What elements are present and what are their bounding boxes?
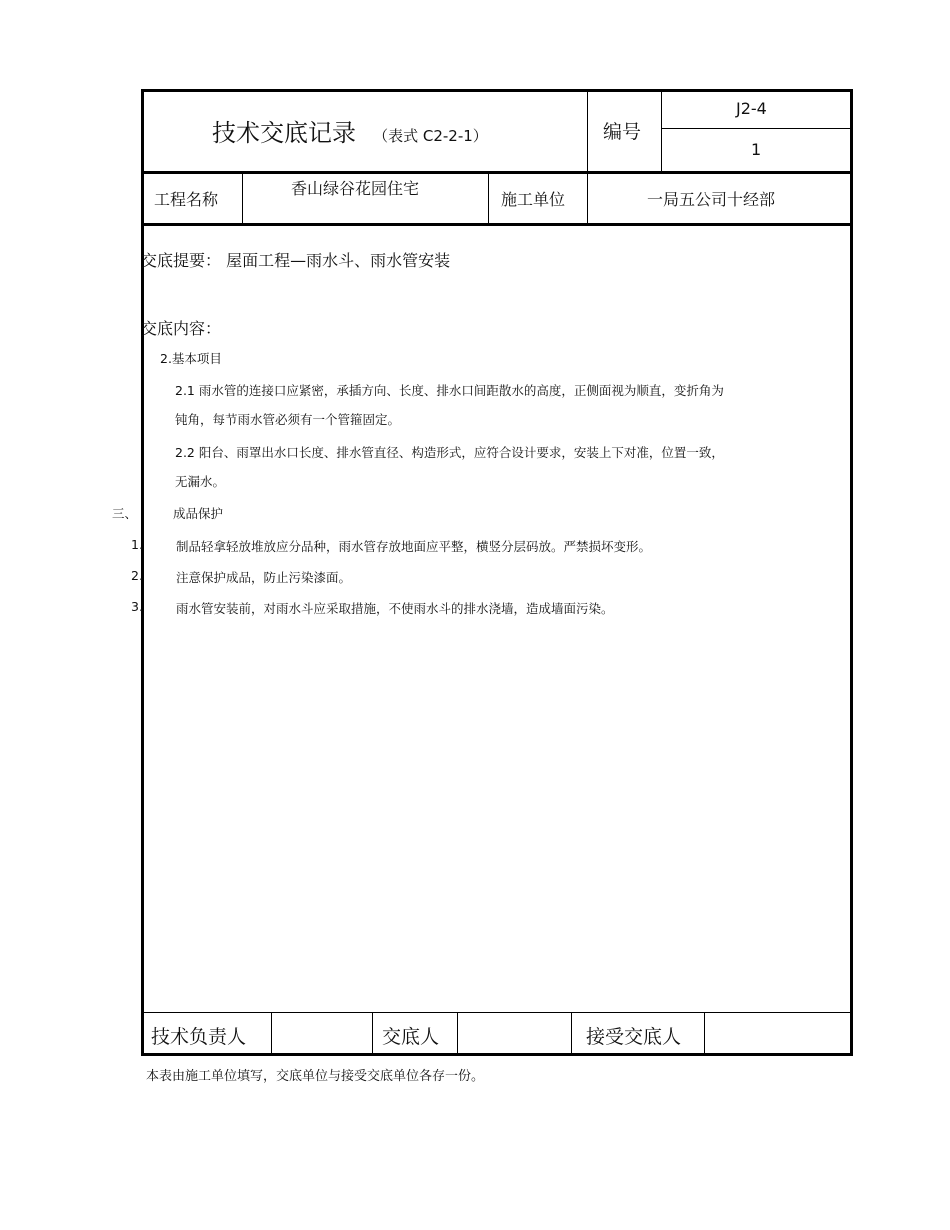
protect-item-number: 1. [131, 537, 143, 552]
protect-item-number: 3. [131, 599, 143, 614]
protect-item-number: 2. [131, 568, 143, 583]
footer-note: 本表由施工单位填写，交底单位与接受交底单位各存一份。 [146, 1069, 485, 1084]
construction-unit-value: 一局五公司十经部 [647, 190, 776, 209]
form-title: 技术交底记录 [212, 119, 356, 147]
tech-lead-signature-field[interactable] [273, 1014, 371, 1053]
disclosure-summary: 交底提要： 屋面工程—雨水斗、雨水管安装 [141, 251, 451, 270]
construction-unit-label: 施工单位 [501, 190, 566, 209]
protect-item-text: 注意保护成品，防止污染漆面。 [176, 570, 352, 585]
number-bottom-value: 1 [751, 140, 762, 159]
item-2-2-line1: 2.2 阳台、雨罩出水口长度、排水管直径、构造形式，应符合设计要求，安装上下对准，位置一致， [175, 445, 724, 460]
tech-lead-label: 技术负责人 [151, 1026, 247, 1048]
item-2-1-line2: 钝角，每节雨水管必须有一个管箍固定。 [175, 412, 401, 427]
item-2-2-line2: 无漏水。 [175, 474, 226, 489]
section-basic-items: 2.基本项目 [160, 351, 222, 366]
section-three-title: 成品保护 [173, 506, 224, 521]
number-label: 编号 [603, 121, 642, 143]
form-title-block [212, 113, 488, 148]
protect-item-text: 雨水管安装前，对雨水斗应采取措施，不使雨水斗的排水浇墙，造成墙面污染。 [176, 601, 614, 616]
form-code: （表式 C2-2-1） [373, 127, 488, 145]
project-name-value: 香山绿谷花园住宅 [291, 179, 420, 198]
protect-item-text: 制品轻拿轻放堆放应分品种，雨水管存放地面应平整，横竖分层码放。严禁损坏变形。 [176, 539, 652, 554]
discloser-label: 交底人 [382, 1026, 440, 1048]
discloser-signature-field[interactable] [459, 1014, 570, 1053]
receiver-signature-field[interactable] [706, 1014, 849, 1053]
receiver-label: 接受交底人 [586, 1026, 682, 1048]
section-three-number: 三、 [112, 506, 138, 521]
project-name-label: 工程名称 [154, 190, 219, 209]
number-top-value: J2-4 [736, 99, 767, 118]
disclosure-content-label: 交底内容： [141, 319, 222, 338]
item-2-1-line1: 2.1 雨水管的连接口应紧密，承插方向、长度、排水口间距散水的高度，正侧面视为顺直，变折角为 [175, 383, 724, 398]
